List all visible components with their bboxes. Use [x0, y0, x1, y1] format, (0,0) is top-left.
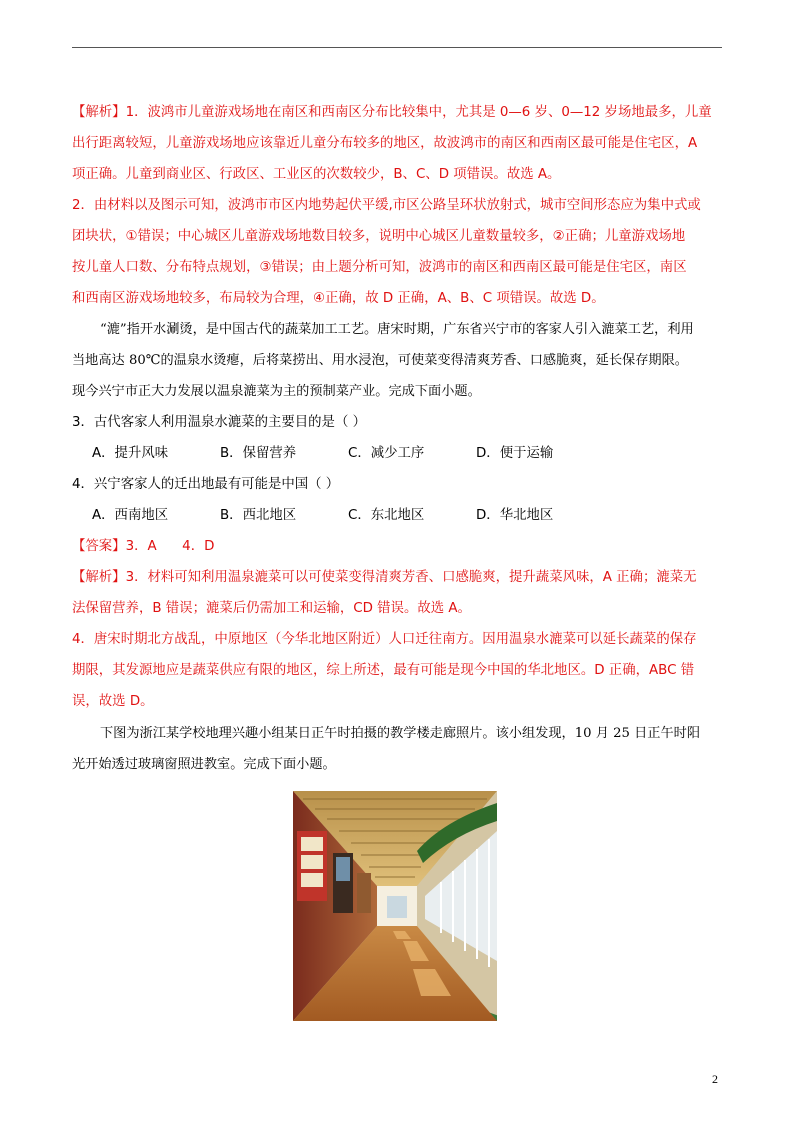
option-d: D．华北地区 — [476, 508, 554, 523]
material-line: 当地高达 80℃的温泉水烫瘪，后将菜捞出、用水浸泡，可使菜变得清爽芳香、口感脆爽，延长保存期限。 — [72, 353, 688, 368]
corridor-photo — [293, 791, 497, 1021]
option-a: A．提升风味 — [92, 446, 169, 461]
analysis-text: 3．材料可知利用温泉漉菜可以可使菜变得清爽芳香、口感脆爽，提升蔬菜风味，A 正确；漉菜无 — [125, 570, 697, 585]
analysis-line: 团块状，①错误；中心城区儿童游戏场地数目较多，说明中心城区儿童数量较多，②正确；儿童游戏场地 — [72, 229, 686, 244]
option-a: A．西南地区 — [92, 508, 169, 523]
question-options — [72, 438, 724, 469]
analysis-line: 出行距离较短，儿童游戏场地应该靠近儿童分布较多的地区，故波鸿市的南区和西南区最可能是住宅区，A — [72, 136, 698, 151]
option-d: D．便于运输 — [476, 446, 554, 461]
analysis-block-1 — [72, 97, 724, 314]
analysis-line: 项正确。儿童到商业区、行政区、工业区的次数较少，B、C、D 项错误。故选 A。 — [72, 167, 561, 182]
analysis-line: 期限，其发源地应是蔬菜供应有限的地区，综上所述，最有可能是现今中国的华北地区。D 正确，ABC 错 — [72, 663, 695, 678]
analysis-line — [72, 562, 724, 593]
answer-tag: 【答案】 — [72, 539, 126, 554]
option-b: B．保留营养 — [220, 446, 297, 461]
answer-line — [72, 531, 724, 562]
corridor-photo-image — [293, 791, 497, 1021]
question-4 — [72, 469, 724, 531]
analysis-line — [72, 97, 724, 128]
question-stem: 3．古代客家人利用温泉水漉菜的主要目的是（ ） — [72, 415, 366, 430]
analysis-text: 1．波鸿市儿童游戏场地在南区和西南区分布比较集中，尤其是 0—6 岁、0—12 岁场地最多，儿童 — [125, 105, 712, 120]
analysis-tag: 【解析】 — [72, 105, 126, 120]
analysis-line: 2．由材料以及图示可知，波鸿市市区内地势起伏平缓,市区公路呈环状放射式，城市空间形态应为集中式或 — [72, 198, 701, 213]
analysis-line: 误，故选 D。 — [72, 694, 154, 709]
question-3 — [72, 407, 724, 469]
material-passage-2 — [72, 718, 724, 780]
material-line: 现今兴宁市正大力发展以温泉漉菜为主的预制菜产业。完成下面小题。 — [72, 384, 481, 399]
option-c: C．东北地区 — [348, 508, 425, 523]
header-rule — [72, 47, 722, 48]
analysis-block-2 — [72, 562, 724, 717]
question-stem: 4．兴宁客家人的迁出地最有可能是中国（ ） — [72, 477, 340, 492]
material-line: 下图为浙江某学校地理兴趣小组某日正午时拍摄的教学楼走廊照片。该小组发现，10 月 25 日正午时阳 — [100, 726, 701, 741]
material-line: 光开始透过玻璃窗照进教室。完成下面小题。 — [72, 757, 336, 772]
analysis-line: 法保留营养，B 错误；漉菜后仍需加工和运输，CD 错误。故选 A。 — [72, 601, 471, 616]
analysis-line: 和西南区游戏场地较多，布局较为合理，④正确，故 D 正确，A、B、C 项错误。故选 D。 — [72, 291, 605, 306]
analysis-tag: 【解析】 — [72, 570, 126, 585]
material-passage-1 — [72, 314, 724, 407]
option-c: C．减少工序 — [348, 446, 425, 461]
material-line: “漉”指开水涮烫，是中国古代的蔬菜加工工艺。唐宋时期，广东省兴宁市的客家人引入漉菜工艺，利用 — [100, 322, 694, 337]
question-options — [72, 500, 724, 531]
analysis-line: 按儿童人口数、分布特点规划，③错误；由上题分析可知，波鸿市的南区和西南区最可能是住宅区，南区 — [72, 260, 687, 275]
analysis-line: 4．唐宋时期北方战乱，中原地区（今华北地区附近）人口迁往南方。因用温泉水漉菜可以延长蔬菜的保存 — [72, 632, 697, 647]
page-number: 2 — [712, 1072, 718, 1086]
answer-text: 3．A 4．D — [125, 539, 215, 554]
option-b: B．西北地区 — [220, 508, 297, 523]
